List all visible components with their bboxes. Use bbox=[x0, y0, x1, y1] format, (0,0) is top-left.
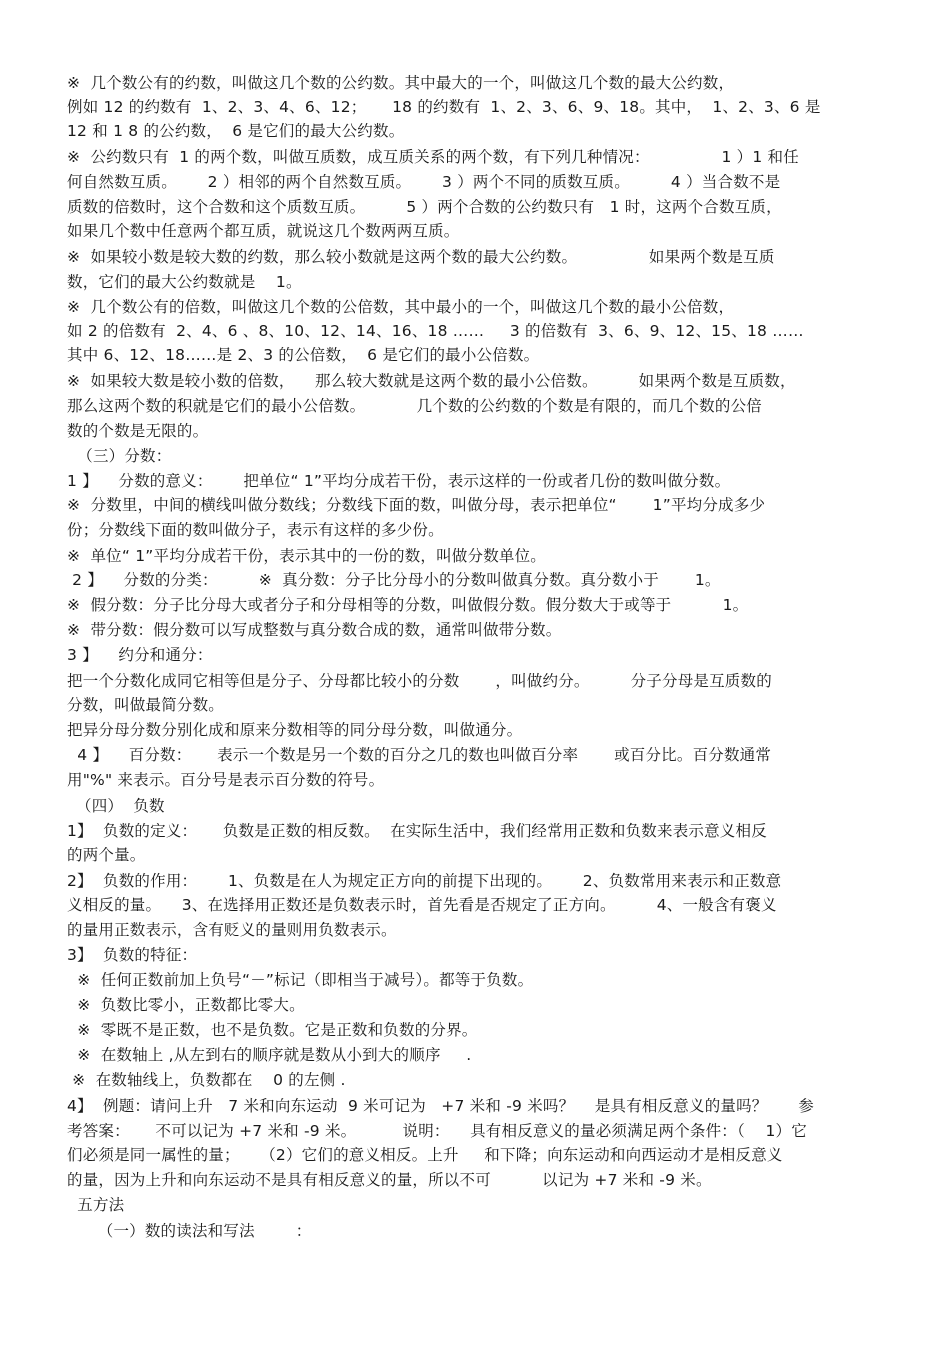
text-line: 的量用正数表示，含有贬义的量则用负数表示。 bbox=[67, 921, 397, 939]
text-line: 用"%" 来表示。百分号是表示百分数的符号。 bbox=[67, 771, 385, 789]
section-heading: （四） 负数 bbox=[76, 797, 165, 815]
text-line: ※ 带分数：假分数可以写成整数与真分数合成的数，通常叫做带分数。 bbox=[67, 621, 562, 639]
section-heading: （三）分数： bbox=[67, 447, 172, 465]
text-line: ※ 零既不是正数，也不是负数。它是正数和负数的分界。 bbox=[67, 1021, 478, 1039]
text-line: 3】 负数的特征： bbox=[67, 946, 198, 964]
text-line: ※ 在数轴上 ,从左到右的顺序就是数从小到大的顺序 . bbox=[67, 1046, 472, 1064]
text-line: ※ 负数比零小，正数都比零大。 bbox=[67, 996, 305, 1014]
text-line: ※ 公约数只有 1 的两个数，叫做互质数，成互质关系的两个数，有下列几种情况： 1 ）1 和任 bbox=[67, 148, 799, 166]
section-heading: 五方法 bbox=[67, 1196, 125, 1214]
text-line: 4 】 百分数： 表示一个数是另一个数的百分之几的数也叫做百分率 或百分比。百分数通常 bbox=[67, 746, 772, 764]
text-line: 的量，因为上升和向东运动不是具有相反意义的量，所以不可 以记为 +7 米和 -9 米。 bbox=[67, 1171, 712, 1189]
text-line: 考答案： 不可以记为 +7 米和 -9 米。 说明： 具有相反意义的量必须满足两个条件：（ 1）它 bbox=[67, 1122, 807, 1140]
text-line: 2】 负数的作用： 1、负数是在人为规定正方向的前提下出现的。 2、负数常用来表示和正数意 bbox=[67, 872, 782, 890]
text-line: 的两个量。 bbox=[67, 846, 146, 864]
text-line: 其中 6、12、18……是 2、3 的公倍数， 6 是它们的最小公倍数。 bbox=[67, 346, 540, 364]
text-line: 如果几个数中任意两个都互质，就说这几个数两两互质。 bbox=[67, 222, 460, 240]
text-line: ※ 如果较大数是较小数的倍数， 那么较大数就是这两个数的最小公倍数。 如果两个数是互质数， bbox=[67, 372, 796, 390]
text-line: 3 】 约分和通分： bbox=[67, 646, 213, 664]
text-line: 2 】 分数的分类： ※ 真分数：分子比分母小的分数叫做真分数。真分数小于 1。 bbox=[67, 571, 721, 589]
text-line: 1 】 分数的意义： 把单位“ 1”平均分成若干份，表示这样的一份或者几份的数叫做分数。 bbox=[67, 472, 731, 490]
text-line: 1】 负数的定义： 负数是正数的相反数。 在实际生活中，我们经常用正数和负数来表示意义相反 bbox=[67, 822, 767, 840]
text-line: 义相反的量。 3、在选择用正数还是负数表示时，首先看是否规定了正方向。 4、一般含有褒义 bbox=[67, 896, 777, 914]
text-line: 何自然数互质。 2 ）相邻的两个自然数互质。 3 ）两个不同的质数互质。 4 ）当合数不是 bbox=[67, 173, 781, 191]
text-line: ※ 几个数公有的倍数，叫做这几个数的公倍数，其中最小的一个，叫做这几个数的最小公倍数， bbox=[67, 298, 735, 316]
text-line: 数的个数是无限的。 bbox=[67, 422, 209, 440]
text-line: 把一个分数化成同它相等但是分子、分母都比较小的分数 ，叫做约分。 分子分母是互质数的 bbox=[67, 672, 772, 690]
section-heading: （一）数的读法和写法 ： bbox=[67, 1222, 312, 1240]
text-line: 4】 例题：请问上升 7 米和向东运动 9 米可记为 +7 米和 -9 米吗？ 是具有相反意义的量吗？ 参 bbox=[67, 1097, 814, 1115]
text-line: 例如 12 的约数有 1、2、3、4、6、12； 18 的约数有 1、2、3、6、9、18。其中， 1、2、3、6 是 bbox=[67, 98, 821, 116]
text-line: 们必须是同一属性的量； （2）它们的意义相反。上升 和下降；向东运动和向西运动才是相反意义 bbox=[67, 1146, 783, 1164]
text-line: ※ 分数里，中间的横线叫做分数线；分数线下面的数，叫做分母，表示把单位“ 1”平均分成多少 bbox=[67, 496, 766, 514]
text-line: 如 2 的倍数有 2、4、6 、8、10、12、14、16、18 …… 3 的倍数有 3、6、9、12、15、18 …… bbox=[67, 322, 804, 340]
text-line: 分数，叫做最简分数。 bbox=[67, 696, 225, 714]
text-line: ※ 单位“ 1”平均分成若干份，表示其中的一份的数，叫做分数单位。 bbox=[67, 547, 546, 565]
text-line: 把异分母分数分别化成和原来分数相等的同分母分数，叫做通分。 bbox=[67, 721, 523, 739]
text-line: ※ 任何正数前加上负号“－”标记（即相当于减号）。都等于负数。 bbox=[67, 971, 534, 989]
text-line: ※ 几个数公有的约数，叫做这几个数的公约数。其中最大的一个，叫做这几个数的最大公约数， bbox=[67, 74, 735, 92]
text-line: ※ 假分数：分子比分母大或者分子和分母相等的分数，叫做假分数。假分数大于或等于 1。 bbox=[67, 596, 749, 614]
text-line: 份；分数线下面的数叫做分子，表示有这样的多少份。 bbox=[67, 521, 444, 539]
text-line: 12 和 1 8 的公约数， 6 是它们的最大公约数。 bbox=[67, 122, 405, 140]
text-line: 数，它们的最大公约数就是 1。 bbox=[67, 273, 302, 291]
text-line: ※ 如果较小数是较大数的约数，那么较小数就是这两个数的最大公约数。 如果两个数是互质 bbox=[67, 248, 775, 266]
text-line: ※ 在数轴线上，负数都在 0 的左侧 . bbox=[67, 1071, 346, 1089]
text-line: 质数的倍数时，这个合数和这个质数互质。 5 ）两个合数的公约数只有 1 时，这两个合数互质， bbox=[67, 198, 782, 216]
text-line: 那么这两个数的积就是它们的最小公倍数。 几个数的公约数的个数是有限的，而几个数的公倍 bbox=[67, 397, 762, 415]
